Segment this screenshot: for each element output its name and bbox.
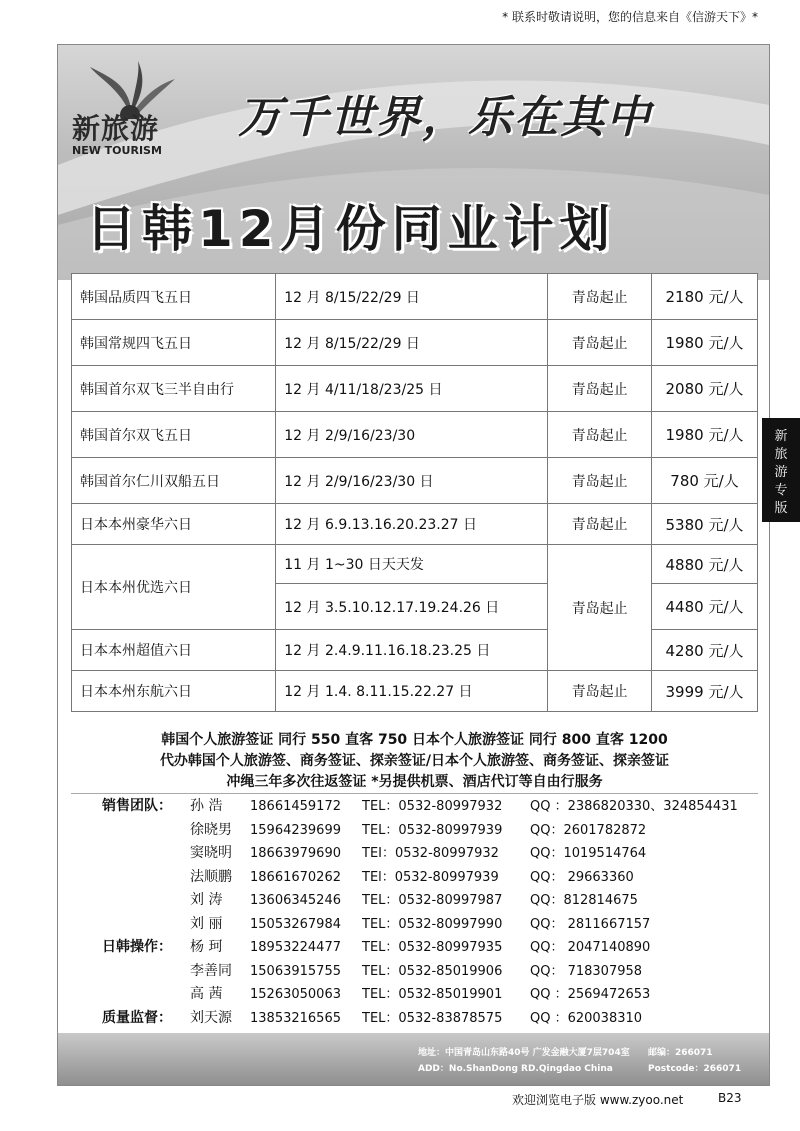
contact-mobile: 15063915755 xyxy=(250,963,341,979)
table-row xyxy=(72,320,758,366)
table-row xyxy=(72,458,758,504)
divider xyxy=(71,793,758,794)
tour-dates: 11 月 1~30 日天天发 xyxy=(276,545,548,584)
table-row xyxy=(72,412,758,458)
tour-name: 韩国品质四飞五日 xyxy=(72,274,276,320)
page-title: 日韩12月份同业计划 xyxy=(86,200,616,258)
tour-name: 日本本州超值六日 xyxy=(72,630,276,671)
tour-name: 韩国首尔双飞五日 xyxy=(72,412,276,458)
contact-mobile: 18661670262 xyxy=(250,869,341,885)
contact-role: 日韩操作： xyxy=(102,939,172,955)
contact-role: 质量监督： xyxy=(102,1009,172,1026)
address-cn: 地址：中国青岛山东路40号 广发金融大厦7层704室 xyxy=(418,1048,630,1058)
logo-chinese: 新旅游 xyxy=(72,112,160,145)
contact-mobile: 18953224477 xyxy=(250,940,341,955)
side-tab-char: 游 xyxy=(774,465,788,480)
tour-price: 1980 元/人 xyxy=(652,320,758,366)
contact-mobile: 15263050063 xyxy=(250,987,341,1002)
tour-dates: 12 月 4/11/18/23/25 日 xyxy=(276,366,548,412)
header-banner xyxy=(58,45,769,280)
contact-tel: TEL：0532-80997939 xyxy=(362,822,503,838)
contact-name: 徐晓男 xyxy=(190,821,232,838)
contact-mobile: 18663979690 xyxy=(250,846,341,861)
tour-name: 韩国常规四飞五日 xyxy=(72,320,276,366)
contact-name: 刘 丽 xyxy=(190,915,223,932)
postcode-cn: 邮编：266071 xyxy=(648,1048,713,1058)
contact-name: 孙 浩 xyxy=(190,798,223,814)
tour-departure: 青岛起止 xyxy=(548,412,652,458)
page-number: B23 xyxy=(718,1091,742,1105)
visa-info xyxy=(71,730,758,793)
tour-price: 780 元/人 xyxy=(652,458,758,504)
tour-dates: 12 月 8/15/22/29 日 xyxy=(276,320,548,366)
contact-row xyxy=(98,983,748,1007)
contact-tel: TEl：0532-80997939 xyxy=(362,869,499,885)
tour-dates: 12 月 2/9/16/23/30 日 xyxy=(276,458,548,504)
visa-line: 代办韩国个人旅游签、商务签证、探亲签证/日本个人旅游签、商务签证、探亲签证 xyxy=(159,753,670,769)
tour-dates: 12 月 3.5.10.12.17.19.24.26 日 xyxy=(276,584,548,630)
tour-name: 韩国首尔仁川双船五日 xyxy=(72,458,276,504)
tour-name: 日本本州优选六日 xyxy=(72,545,276,630)
contact-tel: TEL：0532-83878575 xyxy=(362,1010,503,1026)
contact-row xyxy=(98,866,748,890)
tour-dates: 12 月 8/15/22/29 日 xyxy=(276,274,548,320)
contact-tel: TEL：0532-85019906 xyxy=(362,963,503,979)
contact-row xyxy=(98,889,748,913)
visa-line: 冲绳三年多次往返签证 *另提供机票、酒店代订等自由行服务 xyxy=(226,774,603,790)
tour-price: 3999 元/人 xyxy=(652,671,758,712)
table-row xyxy=(72,366,758,412)
contact-qq: QQ： 2047140890 xyxy=(530,940,651,955)
contact-row xyxy=(98,795,748,819)
side-tab xyxy=(762,418,800,522)
contact-row xyxy=(98,819,748,843)
contact-name: 李善同 xyxy=(190,962,232,979)
contact-row xyxy=(98,842,748,866)
contact-qq: QQ ：620038310 xyxy=(530,1010,643,1026)
tour-price: 2080 元/人 xyxy=(652,366,758,412)
tour-plan-table xyxy=(71,273,758,712)
logo-english: NEW TOURISM xyxy=(72,144,162,157)
tour-name: 日本本州东航六日 xyxy=(72,671,276,712)
contact-tel: TEL：0532-80997932 xyxy=(362,799,503,814)
contact-name: 窦晓明 xyxy=(190,845,232,861)
contact-qq: QQ ：2569472653 xyxy=(530,987,651,1002)
contact-mobile: 13853216565 xyxy=(250,1010,341,1026)
table-row xyxy=(72,545,758,584)
contact-mobile: 18661459172 xyxy=(250,799,341,814)
tour-name: 日本本州豪华六日 xyxy=(72,504,276,545)
tour-price: 5380 元/人 xyxy=(652,504,758,545)
contact-qq: QQ：812814675 xyxy=(530,893,638,908)
source-note: * 联系时敬请说明，您的信息来自《信游天下》* xyxy=(502,10,758,24)
tour-departure: 青岛起止 xyxy=(548,274,652,320)
tour-dates: 12 月 2.4.9.11.16.18.23.25 日 xyxy=(276,630,548,671)
contact-name: 刘天源 xyxy=(190,1009,232,1026)
tour-dates: 12 月 1.4. 8.11.15.22.27 日 xyxy=(276,671,548,712)
tour-departure: 青岛起止 xyxy=(548,545,652,671)
footer-banner xyxy=(58,1033,769,1085)
contact-tel: TEI：0532-80997932 xyxy=(362,846,499,861)
advert-frame xyxy=(57,44,770,1086)
table-row xyxy=(72,504,758,545)
tour-departure: 青岛起止 xyxy=(548,671,652,712)
table-row xyxy=(72,274,758,320)
table-row xyxy=(72,630,758,671)
contact-list xyxy=(98,795,748,1030)
tour-departure: 青岛起止 xyxy=(548,504,652,545)
tour-dates: 12 月 2/9/16/23/30 xyxy=(276,412,548,458)
contact-qq: QQ： 29663360 xyxy=(530,869,634,885)
contact-qq: QQ ：2386820330、324854431 xyxy=(530,799,738,814)
bottom-welcome: 欢迎浏览电子版 www.zyoo.net xyxy=(512,1093,684,1107)
contact-tel: TEL：0532-80997935 xyxy=(362,940,503,955)
contact-qq: QQ： 718307958 xyxy=(530,963,643,979)
side-tab-char: 旅 xyxy=(774,447,788,462)
tour-dates: 12 月 6.9.13.16.20.23.27 日 xyxy=(276,504,548,545)
contact-row xyxy=(98,1007,748,1031)
contact-name: 高 茜 xyxy=(190,986,223,1002)
visa-line: 韩国个人旅游签证 同行 550 直客 750 日本个人旅游签证 同行 800 直客 1200 xyxy=(161,732,668,748)
tour-price: 2180 元/人 xyxy=(652,274,758,320)
contact-row xyxy=(98,936,748,960)
contact-name: 杨 珂 xyxy=(190,939,223,955)
tour-price: 1980 元/人 xyxy=(652,412,758,458)
contact-role: 销售团队： xyxy=(102,798,172,814)
contact-tel: TEL：0532-85019901 xyxy=(362,987,503,1002)
table-row xyxy=(72,671,758,712)
tour-departure: 青岛起止 xyxy=(548,320,652,366)
contact-tel: TEL：0532-80997990 xyxy=(362,916,503,932)
slogan: 万千世界，乐在其中 xyxy=(238,92,652,143)
contact-mobile: 13606345246 xyxy=(250,893,341,908)
contact-qq: QQ： 2811667157 xyxy=(530,916,651,932)
tour-departure: 青岛起止 xyxy=(548,366,652,412)
contact-qq: QQ：2601782872 xyxy=(530,822,647,838)
side-tab-char: 版 xyxy=(774,501,788,516)
side-tab-char: 专 xyxy=(774,483,788,498)
tour-price: 4880 元/人 xyxy=(652,545,758,584)
tour-price: 4480 元/人 xyxy=(652,584,758,630)
address-en: ADD：No.ShanDong RD.Qingdao China xyxy=(418,1064,613,1074)
contact-row xyxy=(98,913,748,937)
side-tab-char: 新 xyxy=(774,429,788,444)
contact-name: 刘 涛 xyxy=(190,892,223,908)
postcode-en: Postcode：266071 xyxy=(648,1064,742,1074)
tour-price: 4280 元/人 xyxy=(652,630,758,671)
contact-tel: TEL：0532-80997987 xyxy=(362,893,503,908)
tour-name: 韩国首尔双飞三半自由行 xyxy=(72,366,276,412)
contact-mobile: 15964239699 xyxy=(250,822,341,838)
contact-mobile: 15053267984 xyxy=(250,916,341,932)
contact-name: 法顺鹏 xyxy=(190,868,232,885)
tour-departure: 青岛起止 xyxy=(548,458,652,504)
contact-row xyxy=(98,960,748,984)
contact-qq: QQ：1019514764 xyxy=(530,846,647,861)
